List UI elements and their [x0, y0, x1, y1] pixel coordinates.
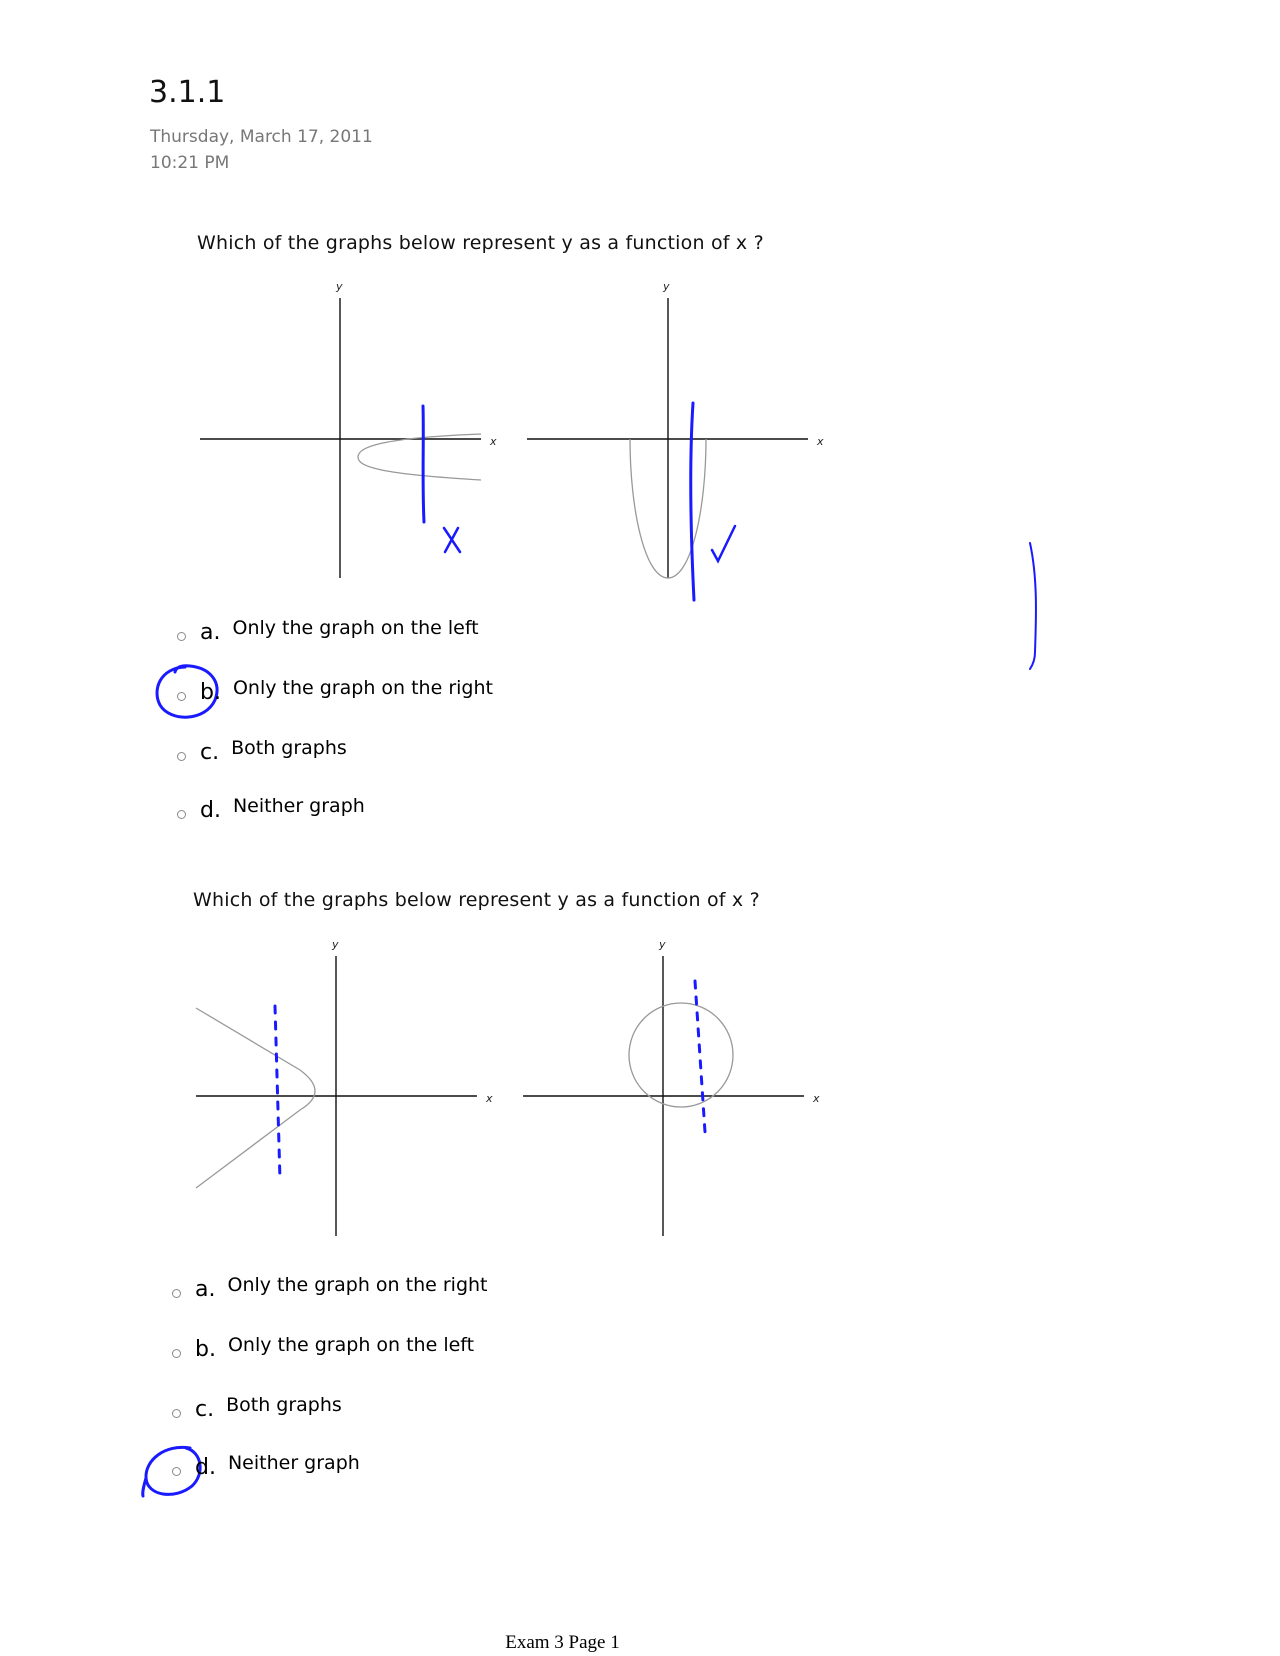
- q1-left-vertical-line-test: [423, 406, 424, 522]
- option-letter: a.: [200, 620, 221, 645]
- q1-option-a[interactable]: [177, 615, 479, 645]
- option-letter: c.: [195, 1397, 215, 1422]
- option-text: Neither graph: [232, 795, 365, 817]
- question-2-prompt: Which of the graphs below represent y as a function of x ?: [193, 889, 760, 911]
- option-text: Only the graph on the left: [232, 617, 479, 639]
- q2-option-b[interactable]: [172, 1332, 474, 1362]
- option-text: Both graphs: [231, 737, 347, 759]
- radio-button[interactable]: [172, 1289, 181, 1298]
- radio-button[interactable]: [177, 810, 186, 819]
- option-letter: d.: [200, 798, 221, 823]
- q2-right-circle: [629, 1003, 733, 1107]
- option-text: Neither graph: [227, 1452, 360, 1474]
- q1-option-d[interactable]: [177, 793, 365, 823]
- q1-right-x-label: x: [817, 435, 824, 448]
- page-date: Thursday, March 17, 2011: [150, 127, 373, 147]
- option-text: Only the graph on the left: [227, 1334, 475, 1356]
- option-letter: d.: [195, 1455, 216, 1480]
- check-mark: [712, 526, 735, 561]
- q1-option-b[interactable]: [177, 675, 493, 705]
- q1-option-c[interactable]: [177, 735, 347, 765]
- q1-left-x-label: x: [490, 435, 497, 448]
- question-1-prompt: Which of the graphs below represent y as a function of x ?: [197, 232, 764, 254]
- option-letter: b.: [200, 680, 221, 705]
- q1-left-y-label: y: [336, 280, 343, 293]
- page-footer: Exam 3 Page 1: [505, 1632, 620, 1653]
- option-letter: b.: [195, 1337, 216, 1362]
- radio-button[interactable]: [172, 1467, 181, 1476]
- option-text: Only the graph on the right: [227, 1274, 488, 1296]
- q2-left-x-label: x: [486, 1092, 493, 1105]
- option-letter: a.: [195, 1277, 216, 1302]
- radio-button[interactable]: [177, 752, 186, 761]
- q2-option-c[interactable]: [172, 1392, 342, 1422]
- q1-left-graph: [200, 280, 497, 578]
- radio-button[interactable]: [172, 1409, 181, 1418]
- q1-right-vertical-line-test: [691, 403, 694, 600]
- option-text: Only the graph on the right: [232, 677, 493, 699]
- q2-right-dashed-line-test: [695, 981, 705, 1132]
- q2-left-curve: [196, 1008, 315, 1188]
- radio-button[interactable]: [177, 632, 186, 641]
- q2-option-d[interactable]: [172, 1450, 360, 1480]
- q2-left-graph: [196, 938, 493, 1236]
- margin-stroke: [1030, 543, 1036, 669]
- q2-right-x-label: x: [813, 1092, 820, 1105]
- q1-right-graph: [527, 280, 824, 578]
- q2-left-y-label: y: [332, 938, 339, 951]
- q2-option-a[interactable]: [172, 1272, 488, 1302]
- radio-button[interactable]: [172, 1349, 181, 1358]
- q2-right-y-label: y: [659, 938, 666, 951]
- q1-left-curve: [358, 434, 481, 480]
- q1-right-y-label: y: [663, 280, 670, 293]
- page-title: 3.1.1: [149, 75, 226, 110]
- radio-button[interactable]: [177, 692, 186, 701]
- page-time: 10:21 PM: [150, 153, 230, 173]
- option-letter: c.: [200, 740, 220, 765]
- option-text: Both graphs: [226, 1394, 342, 1416]
- q2-left-dashed-line-test: [275, 1006, 280, 1180]
- q2-right-graph: [523, 938, 820, 1236]
- x-mark: [444, 528, 460, 552]
